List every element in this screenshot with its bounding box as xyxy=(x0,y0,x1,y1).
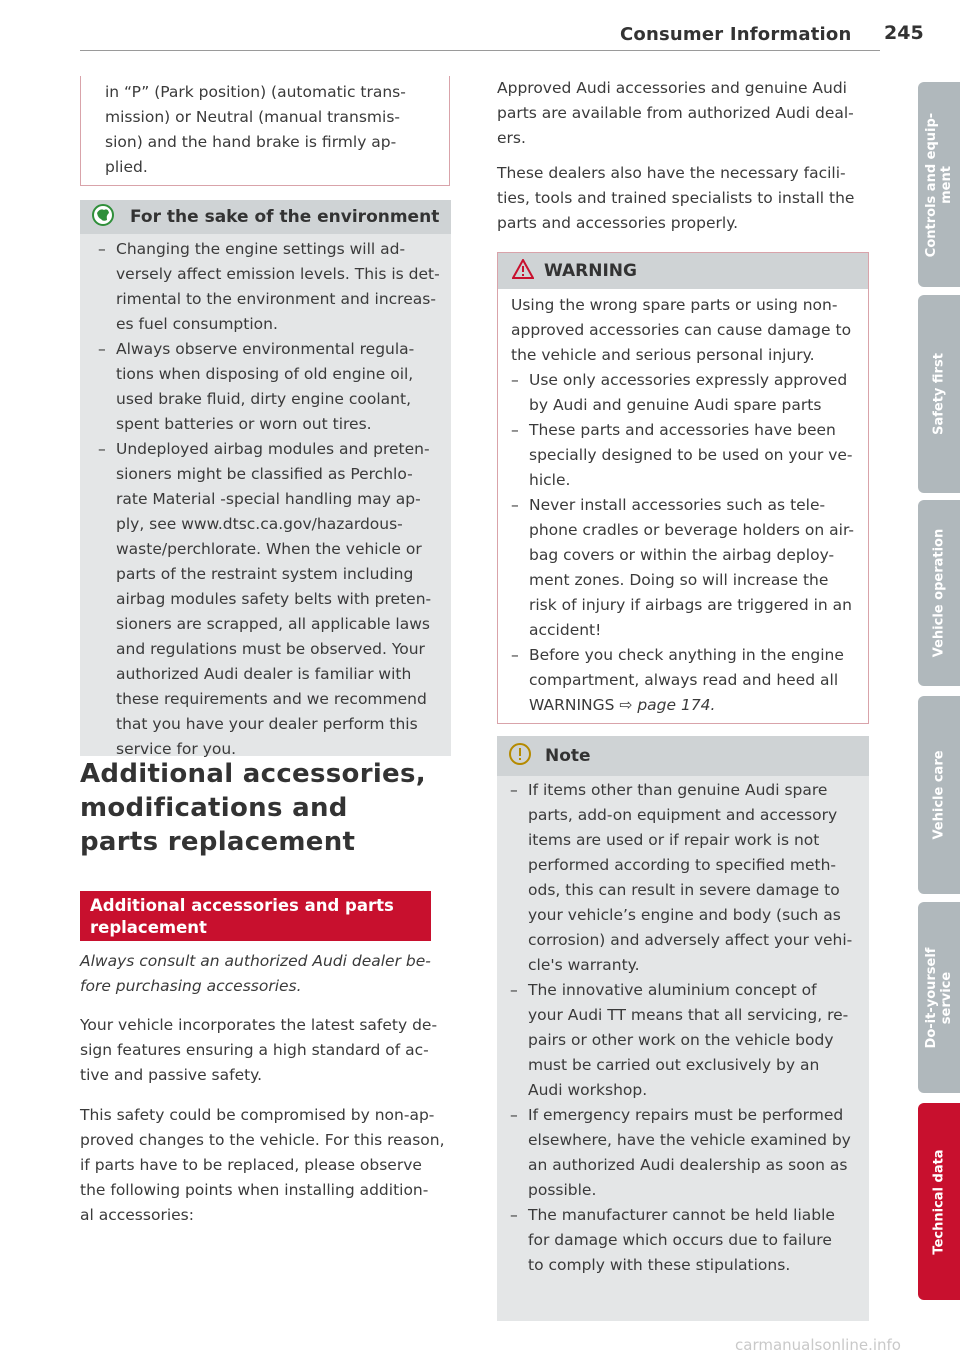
list-item: – Use only accessories expressly approved by Audi and genuine Audi spare parts xyxy=(511,368,858,418)
paragraph: This safety could be compromised by non-ap- proved changes to the vehicle. For this reason, if parts have to be replaced, please observe the following points when installing addition- al accessories: xyxy=(80,1106,445,1224)
tab-controls-and-equipment[interactable]: Controls and equip- ment xyxy=(918,82,960,287)
environment-title: For the sake of the environment xyxy=(130,207,440,227)
running-header-title: Consumer Information xyxy=(620,24,852,45)
list-item: – If items other than genuine Audi spare parts, add-on equipment and accessory items are used or if repair work is not performed according to specified meth- ods, this can result in severe damage to your vehicle’s engine and body (such as corrosion) and adversely affect your vehi- cle's warranty. xyxy=(510,778,859,978)
note-body xyxy=(497,776,869,1321)
warning-box xyxy=(497,252,869,724)
note-title: Note xyxy=(545,746,591,766)
page-number: 245 xyxy=(884,22,924,44)
list-item: – The manufacturer cannot be held liable for damage which occurs due to failure to comply with these stipulations. xyxy=(510,1203,859,1278)
intro-italic: Always consult an authorized Audi dealer be- fore purchasing accessories. xyxy=(80,952,431,995)
continued-line: sion) and the hand brake is firmly ap- xyxy=(105,133,397,151)
tab-technical-data[interactable]: Technical data xyxy=(918,1103,960,1300)
list-item: – The innovative aluminium concept of your Audi TT means that all servicing, re- pairs or other work on the vehicle body must be carried out exclusively by an Audi workshop. xyxy=(510,978,859,1103)
header-rule xyxy=(80,50,880,51)
note-box xyxy=(497,736,869,1321)
environment-icon xyxy=(92,204,114,231)
paragraph: Approved Audi accessories and genuine Audi parts are available from authorized Audi deal- ers. xyxy=(497,79,854,147)
warning-header xyxy=(498,253,868,289)
tab-vehicle-operation[interactable]: Vehicle operation xyxy=(918,500,960,686)
note-header xyxy=(497,736,869,776)
tab-vehicle-care[interactable]: Vehicle care xyxy=(918,696,960,894)
list-item: – Changing the engine settings will ad- versely affect emission levels. This is det- rimental to the environment and increas- es fuel consumption. xyxy=(98,237,441,337)
continued-line: mission) or Neutral (manual transmis- xyxy=(105,108,401,126)
list-item: – If emergency repairs must be performed elsewhere, have the vehicle examined by an authorized Audi dealership as soon as possible. xyxy=(510,1103,859,1203)
warning-triangle-icon xyxy=(512,259,534,284)
list-item: – These parts and accessories have been specially designed to be used on your ve- hicle. xyxy=(511,418,858,493)
paragraph: Your vehicle incorporates the latest safety de- sign features ensuring a high standard of ac- tive and passive safety. xyxy=(80,1016,438,1084)
continued-line: plied. xyxy=(105,158,148,176)
watermark: carmanualsonline.info xyxy=(735,1336,901,1354)
continued-line: in “P” (Park position) (automatic trans- xyxy=(105,83,406,101)
environment-header xyxy=(80,200,451,234)
tab-safety-first[interactable]: Safety first xyxy=(918,295,960,493)
list-item: – Never install accessories such as tele- phone cradles or beverage holders on air- bag covers or within the airbag deploy- ment zones. Doing so will increase the risk of injury if airbags are triggered in an accident! xyxy=(511,493,858,643)
tab-do-it-yourself-service[interactable]: Do-it-yourself service xyxy=(918,902,960,1093)
list-item: – Always observe environmental regula- tions when disposing of old engine oil, used brake fluid, dirty engine coolant, spent batteries or worn out tires. xyxy=(98,337,441,437)
section-heading: Additional accessories, modifications and parts replacement xyxy=(80,759,426,857)
note-icon xyxy=(509,743,531,770)
warning-title: WARNING xyxy=(544,261,637,281)
paragraph: These dealers also have the necessary facili- ties, tools and trained specialists to install the parts and accessories properly. xyxy=(497,164,855,232)
list-item: – Undeployed airbag modules and preten- sioners might be classified as Perchlo- rate Material -special handling may ap- ply, see www.dtsc.ca.gov/hazardous- waste/perchlorate. When the vehicle or parts of the restraint system including airbag modules safety belts with preten- sioners are scrapped, all applicable laws and regulations must be observed. Your authorized Audi dealer is familiar with these requirements and we recommend that you have your dealer perform this service for you. xyxy=(98,437,441,762)
list-item: – Before you check anything in the engine compartment, always read and heed all WARNINGS ⇨ page 174. xyxy=(511,643,858,718)
environment-box xyxy=(80,200,451,756)
page-reference-link[interactable]: ⇨ page 174. xyxy=(619,696,716,714)
continued-box xyxy=(80,76,450,186)
subsection-heading: Additional accessories and parts replacement xyxy=(80,891,431,941)
warning-body: Using the wrong spare parts or using non- approved accessories can cause damage to the vehicle and serious personal injury. – Use only accessories expressly approved by Audi and genuine Audi spare parts – These parts and accessories have been specially designed to be used on your ve- hicle. – Never install accessories such as tele- phone cradles or beverage holders on air- bag covers or within the airbag deploy- ment zones. Doing so will increase the risk of injury if airbags are triggered in an accident! – Before you check anything in the engine compartment, always read and heed all WARNINGS ⇨ page 174. xyxy=(498,289,868,723)
environment-body xyxy=(80,234,451,756)
